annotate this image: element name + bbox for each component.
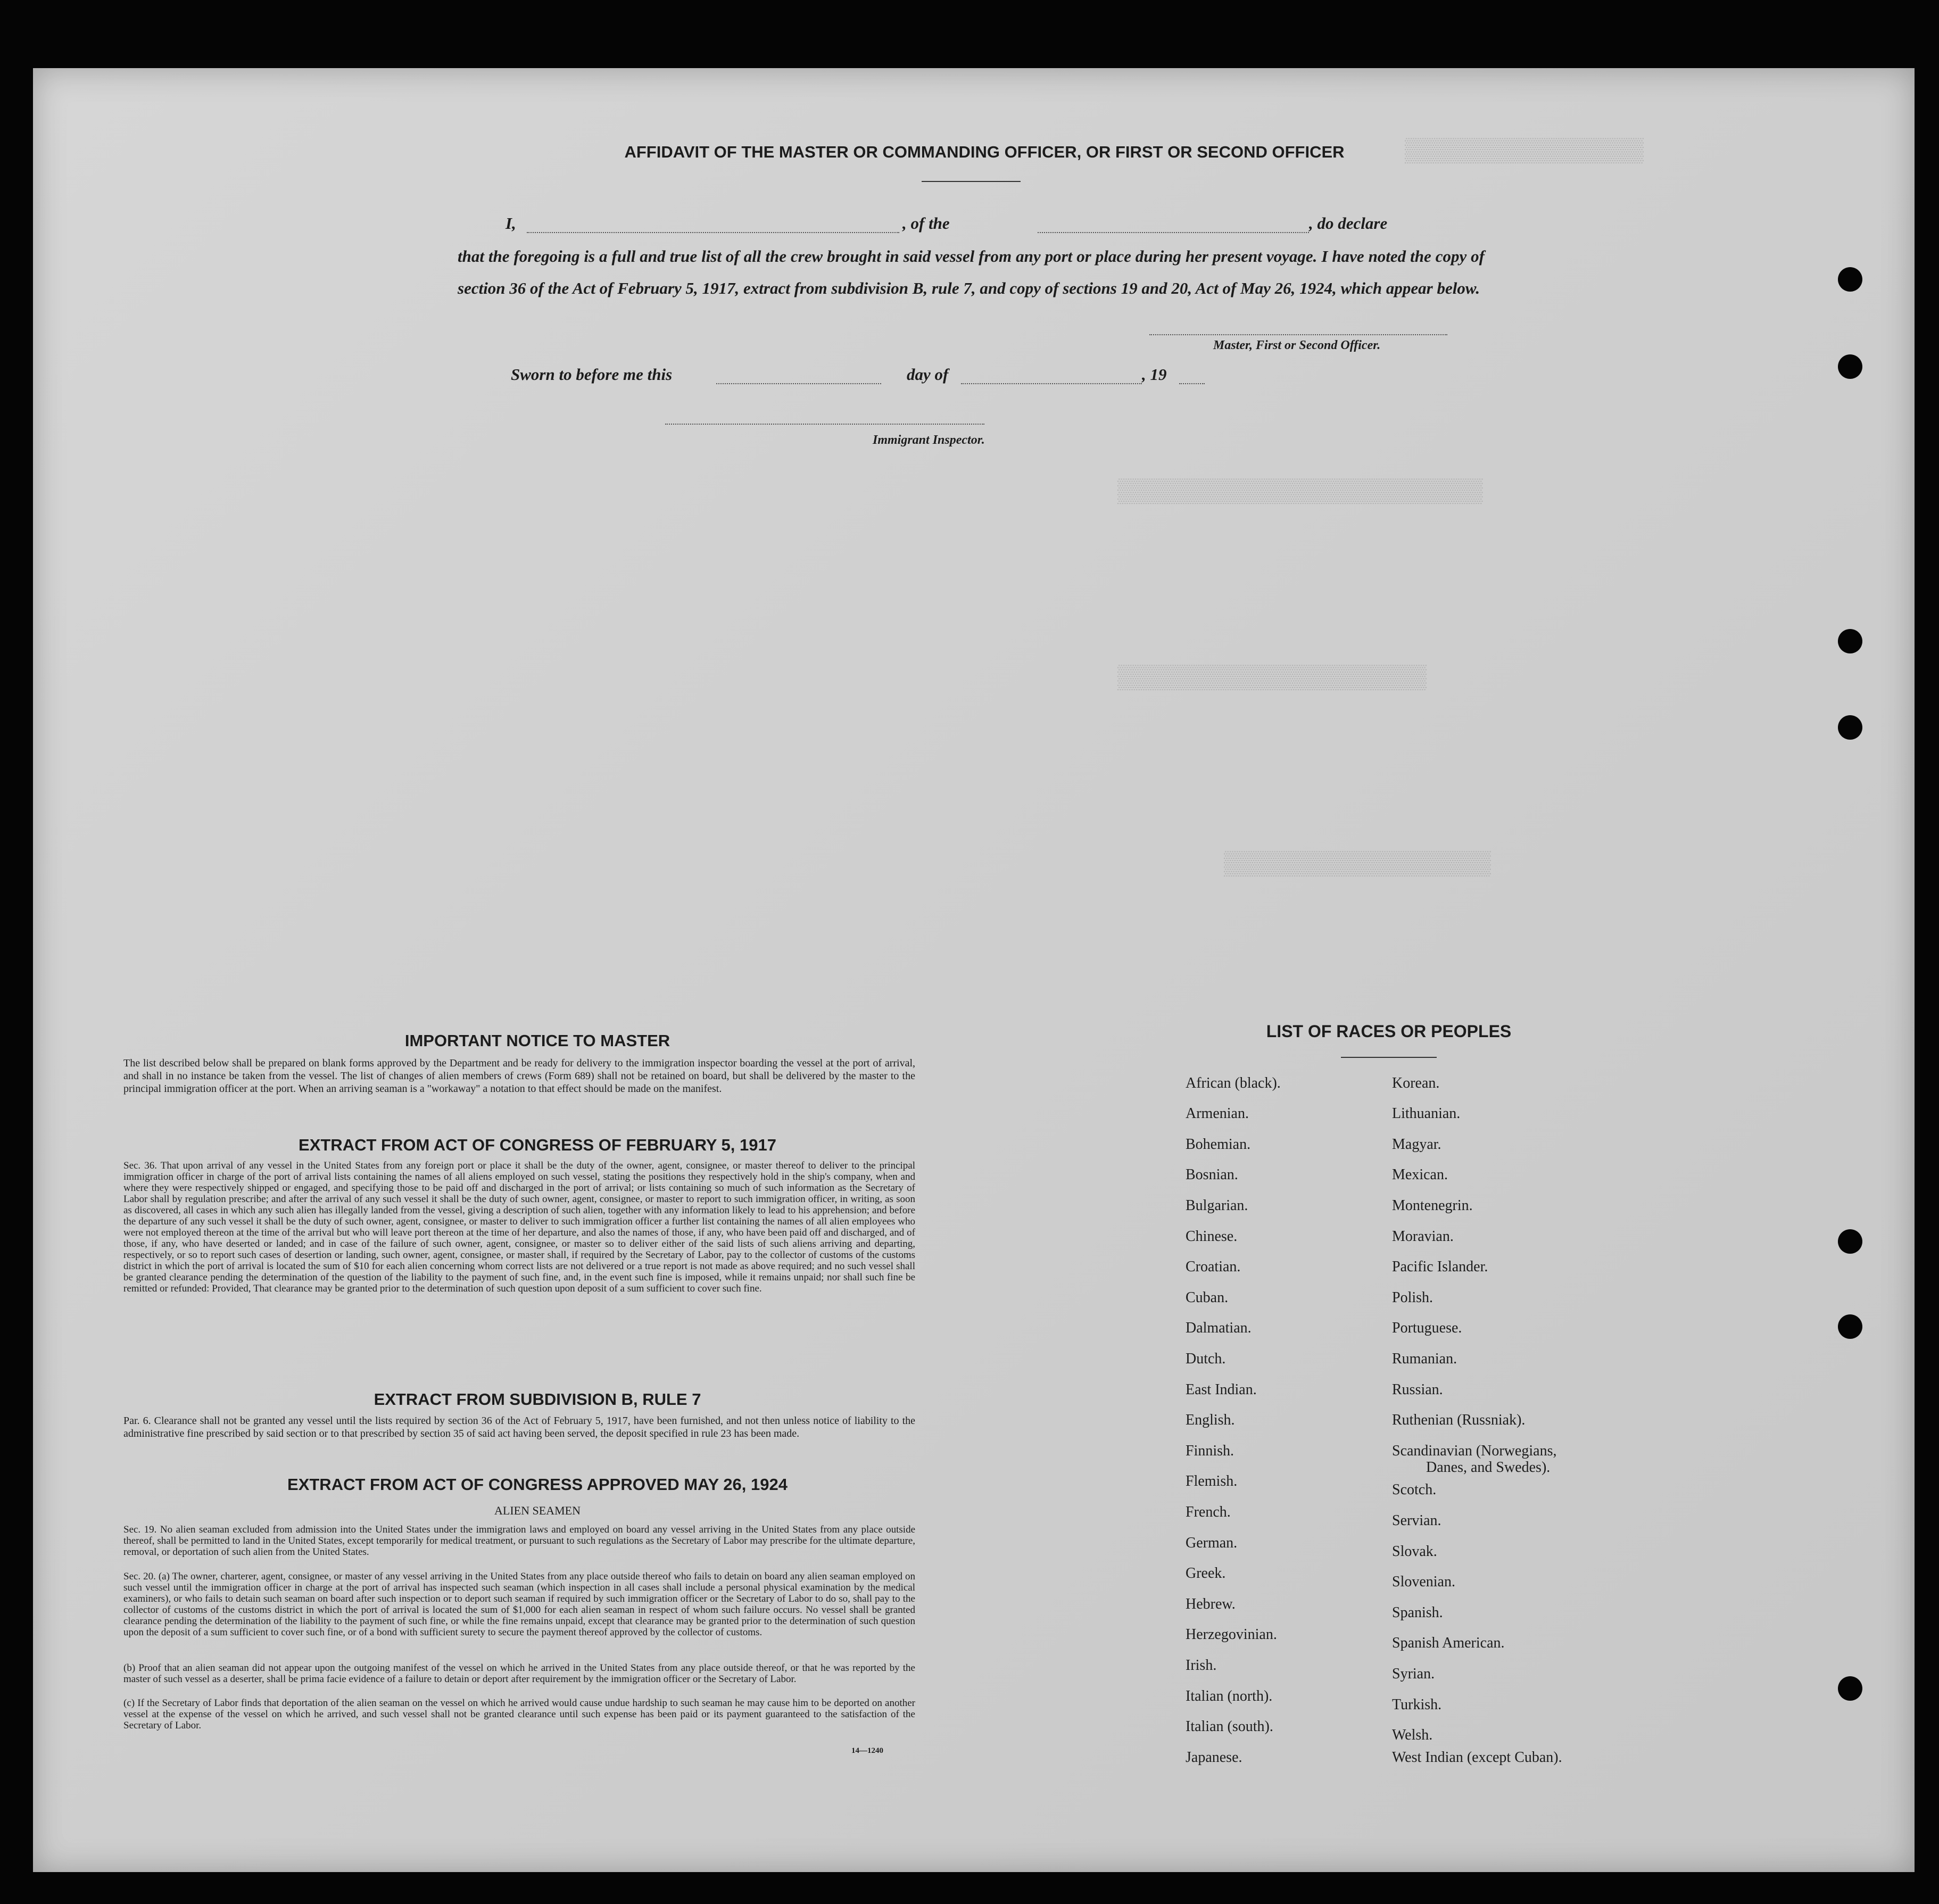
race-item: Polish. bbox=[1392, 1289, 1433, 1306]
race-item: French. bbox=[1186, 1504, 1231, 1520]
bleed-through-mark: ▒▒▒▒▒▒▒▒▒▒▒▒▒▒▒▒▒▒▒▒▒▒ bbox=[1117, 665, 1427, 692]
bleed-through-mark: ▒▒▒▒▒▒▒▒▒▒▒▒▒▒▒▒▒▒▒▒▒▒▒▒▒▒ bbox=[1117, 479, 1483, 506]
binder-hole bbox=[1838, 1314, 1862, 1339]
binder-hole bbox=[1838, 267, 1862, 292]
sworn-year-field[interactable] bbox=[1179, 383, 1205, 384]
race-item: Chinese. bbox=[1186, 1228, 1238, 1245]
day-of-label: day of bbox=[907, 365, 949, 384]
notice-title: IMPORTANT NOTICE TO MASTER bbox=[404, 1031, 670, 1050]
extract-1924-title: EXTRACT FROM ACT OF CONGRESS APPROVED MAY 26, 1924 bbox=[287, 1475, 788, 1494]
extract-rule7-title: EXTRACT FROM SUBDIVISION B, RULE 7 bbox=[374, 1390, 701, 1409]
extract-1924-sec19: Sec. 19. No alien seaman excluded from admission into the United States under the immigration laws and employed on board any vessel arriving in the United States from any place outside thereof, shall be permitted to land in the United States, except temporarily for medical treatment, or pursuant to such regulations as the Secretary of Labor may prescribe for the ultimate departure, removal, or deportation of such alien from the United States. bbox=[123, 1524, 915, 1558]
bleed-through-mark: ▒▒▒▒▒▒▒▒▒▒▒▒▒▒▒▒▒▒▒ bbox=[1224, 851, 1491, 878]
declaration-i-label: I, bbox=[506, 214, 516, 233]
binder-hole bbox=[1838, 715, 1862, 740]
race-item: Moravian. bbox=[1392, 1228, 1454, 1245]
sworn-month-field[interactable] bbox=[961, 383, 1142, 384]
race-item: German. bbox=[1186, 1535, 1238, 1551]
race-item: Greek. bbox=[1186, 1565, 1226, 1582]
extract-1924-sec20c: (c) If the Secretary of Labor finds that deportation of the alien seaman on the vessel on which he arrived would cause undue hardship to such seaman he may cause him to be deported on another vessel at the expense of the vessel on which he arrived, and such vessel shall not be granted clearance until such expense has been paid or its payment guaranteed to the satisfaction of the Secretary of Labor. bbox=[123, 1698, 915, 1731]
races-title: LIST OF RACES OR PEOPLES bbox=[1266, 1022, 1512, 1041]
race-item: Lithuanian. bbox=[1392, 1105, 1461, 1122]
race-item: English. bbox=[1186, 1412, 1235, 1428]
race-item: Portuguese. bbox=[1392, 1320, 1462, 1336]
race-item: Pacific Islander. bbox=[1392, 1259, 1488, 1275]
race-item: Rumanian. bbox=[1392, 1351, 1457, 1367]
race-item: Mexican. bbox=[1392, 1166, 1448, 1183]
title-rule bbox=[922, 181, 1021, 182]
race-item: Herzegovinian. bbox=[1186, 1626, 1277, 1643]
binder-hole bbox=[1838, 629, 1862, 653]
race-item: Flemish. bbox=[1186, 1473, 1238, 1489]
extract-1917-text: Sec. 36. That upon arrival of any vessel in the United States from any foreign port or place it shall be the duty of the owner, agent, consignee, or master thereof to deliver to the principal immigration officer in charge of the port of arrival lists containing the names of all aliens employed on such vessel, stating the positions they respectively hold in the ship's company, when and where they were respectively shipped or engaged, and specifying those to be paid off and discharged in the port of arrival; or lists containing so much of such information as the Secretary of Labor shall by regulation prescribe; and after the arrival of any such vessel it shall be the duty of such owner, agent, consignee, or master to report to such immigration officer, in writing, as soon as discovered, all cases in which any such alien has illegally landed from the vessel, giving a description of such alien, together with any information likely to lead to his apprehension; and before the departure of any such vessel it shall be the duty of such owner, agent, consignee, or master to deliver to such immigration officer a further list containing the names of all alien employees who were not employed thereon at the time of the arrival but who will leave port thereon at the time of her departure, and also the names of those, if any, who have been paid off and discharged, and of those, if any, who have deserted or landed; and in case of the failure of such owner, agent, consignee, or master so to deliver either of the said lists of such aliens arriving and departing, respectively, or so to report such cases of desertion or landing, such owner, agent, consignee, or master shall, if required by the Secretary of Labor, pay to the collector of customs of the customs district in which the port of arrival is located the sum of $10 for each alien concerning whom correct lists are not delivered or a true report is not made as above required; and no such vessel shall be granted clearance pending the determination of the question of the liability to the payment of such fine, and, in the event such fine is imposed, while it remains unpaid; nor shall such fine be remitted or refunded: Provided, That clearance may be granted prior to the determination of such question upon deposit of a sum sufficient to cover such fine. bbox=[123, 1160, 915, 1294]
race-item: Slovak. bbox=[1392, 1543, 1437, 1560]
inspector-signature-line[interactable] bbox=[665, 424, 984, 425]
race-item: Montenegrin. bbox=[1392, 1197, 1473, 1214]
race-item: Finnish. bbox=[1186, 1443, 1234, 1459]
extract-1917-title: EXTRACT FROM ACT OF CONGRESS OF FEBRUARY 5, 1917 bbox=[299, 1136, 776, 1154]
extract-rule7-text: Par. 6. Clearance shall not be granted any vessel until the lists required by section 36 of the Act of February 5, 1917, have been furnished, and not then unless notice of liability to the administrative fine prescribed by said section or to that prescribed by section 35 of said act having been served, the deposit specified in rule 23 has been made. bbox=[123, 1415, 915, 1439]
race-item: Dalmatian. bbox=[1186, 1320, 1252, 1336]
name-field[interactable] bbox=[527, 232, 899, 233]
declaration-of-the-label: , of the bbox=[902, 214, 950, 233]
affidavit-body: that the foregoing is a full and true list of all the crew brought in said vessel from any port or place during her present voyage. I have noted the copy of section 36 of the Act of February 5, 1917, extract from subdivision B, rule 7, and copy of sections 19 and 20, Act of May 26, 1924, which appear below. bbox=[458, 247, 1485, 297]
year-label: , 19 bbox=[1142, 365, 1167, 384]
vessel-field[interactable] bbox=[1038, 232, 1309, 233]
race-item: Danes, and Swedes). bbox=[1426, 1459, 1551, 1476]
race-item: Italian (south). bbox=[1186, 1718, 1273, 1735]
race-item: Armenian. bbox=[1186, 1105, 1249, 1122]
race-item: Slovenian. bbox=[1392, 1574, 1455, 1590]
race-item: Magyar. bbox=[1392, 1136, 1441, 1153]
race-item: African (black). bbox=[1186, 1075, 1281, 1091]
race-item: Croatian. bbox=[1186, 1259, 1241, 1275]
race-item: Turkish. bbox=[1392, 1696, 1442, 1713]
affidavit-title: AFFIDAVIT OF THE MASTER OR COMMANDING OFFICER, OR FIRST OR SECOND OFFICER bbox=[624, 143, 1345, 161]
race-item: Irish. bbox=[1186, 1657, 1217, 1674]
sworn-day-field[interactable] bbox=[716, 383, 881, 384]
race-item: Scandinavian (Norwegians, bbox=[1392, 1443, 1557, 1459]
declaration-line bbox=[458, 214, 1485, 235]
race-item: Cuban. bbox=[1186, 1289, 1229, 1306]
race-item: Syrian. bbox=[1392, 1666, 1435, 1682]
race-item: Spanish American. bbox=[1392, 1635, 1505, 1651]
race-item: Welsh. bbox=[1392, 1727, 1433, 1743]
race-item: Russian. bbox=[1392, 1381, 1443, 1398]
race-item: East Indian. bbox=[1186, 1381, 1257, 1398]
declaration-do-declare-label: , do declare bbox=[1309, 214, 1388, 233]
race-item: Japanese. bbox=[1186, 1749, 1242, 1766]
sworn-label: Sworn to before me this bbox=[511, 365, 673, 384]
inspector-label: Immigrant Inspector. bbox=[873, 433, 985, 447]
race-item: Hebrew. bbox=[1186, 1596, 1236, 1612]
race-item: West Indian (except Cuban). bbox=[1392, 1749, 1562, 1766]
race-item: Ruthenian (Russniak). bbox=[1392, 1412, 1526, 1428]
race-item: Servian. bbox=[1392, 1512, 1441, 1529]
binder-hole bbox=[1838, 354, 1862, 379]
race-item: Bohemian. bbox=[1186, 1136, 1251, 1153]
races-title-rule bbox=[1341, 1057, 1437, 1058]
signature-line[interactable] bbox=[1149, 334, 1447, 335]
bleed-through-mark: ▒▒▒▒▒▒▒▒▒▒▒▒▒▒▒▒▒ bbox=[1405, 138, 1644, 165]
notice-text: The list described below shall be prepared on blank forms approved by the Department and be ready for delivery to the immigration inspector boarding the vessel at the port of arrival, and shall in no instance be taken from the vessel. The list of changes of alien members of crews (Form 689) shall not be retained on board, but shall be delivered by the master to the principal immigration officer at the port. When an arriving seaman is a "workaway" a notation to that effect should be made on the manifest. bbox=[123, 1057, 915, 1095]
binder-hole bbox=[1838, 1229, 1862, 1254]
race-item: Spanish. bbox=[1392, 1604, 1443, 1621]
race-item: Scotch. bbox=[1392, 1481, 1437, 1498]
extract-1924-sec20: Sec. 20. (a) The owner, charterer, agent, consignee, or master of any vessel arriving in the United States from any place outside thereof who fails to detain on board any alien seaman employed on such vessel until the immigration officer in charge at the port of arrival has inspected such seaman (which inspection in all cases shall include a personal physical examination by the medical examiners), or who fails to detain such seaman on board after such inspection or to deport such seaman if required by such immigration officer or the Secretary of Labor to do so, shall pay to the collector of customs of the customs district in which the port of arrival is located the sum of $1,000 for each alien seaman in respect of whom such failure occurs. No vessel shall be granted clearance pending the determination of the liability to the payment of such fine, or while the fine remains unpaid, except that clearance may be granted prior to the determination of such question upon the deposit of a sum sufficient to cover such fine, or of a bond with sufficient surety to secure the payment thereof approved by the collector of customs. bbox=[123, 1571, 915, 1638]
extract-1924-subtitle: ALIEN SEAMEN bbox=[494, 1504, 581, 1517]
race-item: Korean. bbox=[1392, 1075, 1440, 1091]
race-item: Italian (north). bbox=[1186, 1688, 1273, 1704]
race-item: Bulgarian. bbox=[1186, 1197, 1248, 1214]
binder-hole bbox=[1838, 1676, 1862, 1701]
extract-1924-sec20b: (b) Proof that an alien seaman did not appear upon the outgoing manifest of the vessel on which he arrived in the United States from any place outside thereof, or that he was reported by the master of such vessel as a deserter, shall be prima facie evidence of a failure to detain or deport after requirement by the immigration officer or the Secretary of Labor. bbox=[123, 1662, 915, 1685]
form-number: 14—1240 bbox=[851, 1746, 883, 1755]
race-item: Dutch. bbox=[1186, 1351, 1226, 1367]
sworn-line bbox=[511, 365, 1256, 386]
signature-label: Master, First or Second Officer. bbox=[1213, 338, 1381, 352]
race-item: Bosnian. bbox=[1186, 1166, 1238, 1183]
